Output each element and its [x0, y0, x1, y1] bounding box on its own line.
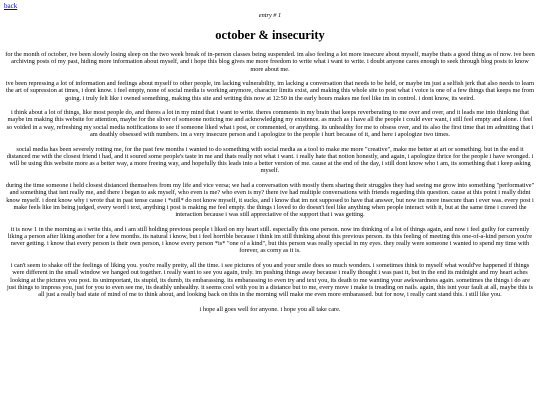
entry-paragraph-6: it is now 1 in the morning as i write this, and i am still holding previous people i liked on my heart still. especially this one person. now im thinking of a lot of things again, and now i feel guilty for currently liking a person after liking another for a few months. its natural i know, but i feel horrible because i think im still thinking about this previous person. its this feeling of meeting this one-of-a-kind person you're never getting. i know that every person is their own person, i know every person *is* "one of a kind", but this person was really special in my eyes. they really were someone i wanted to spend my time with forever, as corny as it is. [7, 225, 533, 255]
entry-paragraph-2: ive been repressing a lot of information and feelings about myself to other people, im lacking vulnerability, im lacking a conversation that needs to be held, or maybe im just a selfish jerk that also needs to learn the art of supression at times, i dont know. i feel empty, none of social media is working anymore, character limits exist, and making this whole site to post what i voice is one of a few things that keeps me from going. i truly felt like i owned something, making this site and writing this now at 12:50 in the early hours makes me feel like im in control. i dont know, its weird. [5, 80, 535, 102]
entry-paragraph-4: social media has been severely rotting me, for the past few months i wanted to do something with social media as a tool to make me more "creative", make me better at art or something. but in the end it distanced me with the closest friend i had, and it soured some people's taste in me and thats really not what i want. i really hate that notion honestly, and again, i apologize thrice for the people i have wronged. i will be using this website more as a better way, a more freeing way, and hopefully this leads into a better version of me. cause at the end of the day, i still dont know who i am, its something that i keep asking myself. [6, 145, 534, 175]
back-link[interactable]: back [4, 2, 18, 10]
entry-paragraph-1: for the month of october, ive been slowly losing sleep on the two week break of in-person classes being suspended. im also feeling a lot more insecure about myself, maybe thats a good thing as of now. ive been archiving posts of my past, hiding more information about myself, and i hope this blog gives me more freedom to write what i want to write. i doubt anyone cares enough to seek through blog posts to know more about me. [5, 51, 535, 73]
entry-number: entry # 1 [258, 12, 282, 19]
entry-paragraph-5: during the time someone i held closest distanced themselves from my life and vice versa; we had a conversation with mostly them sharing their struggles they had seeing me grow into something "performative" and something that isnt really me, and there i began to ask myself, who even is me? who even is my? there ive had multiple conversations with friends regarding this question. cause at this point i really didnt know myself. i dont know why i wrote that in past tense cause i *still* do not know myself, it sucks, and i know that im not supposed to have that answer, but now im more insecure than i ever was. every post i make feels like im being judged, every word i text, anything i post is making me feel empty. the things i loved to do doesn't feel like anything when people interact with it, but at the same time i craved the interaction because i was still appreciative of the support that i was getting. [5, 181, 535, 219]
entry-container [5, 10, 535, 320]
entry-paragraph-7: i can't seem to shake off the feelings of liking you. you're really pretty, all the time. i see pictures of you and your smile does so much wonders. i sometimes think to myself what would've happened if things were different in the small window we hanged out together. i really want to see you again, truly. im pushing things away because i really thought i was past it, but in the end its midnight and my heart aches looking at the pictures you post. its unimportant, its stupid, its dumb, its embarassing. its embarassing to even try and text you, its death to me wanting your awkwardness again. sometimes the things i do are just things to impress you, just for you to even see me, its deathly unhealthy. it seems cool with you in a distance but to me, every move i make is treading on nails. again, this isnt your fault at all, maybe this is all just a really bad state of mind of me to think about, and looking back on this in the morning will make me even more embarassed. but for now, i really cant stand this. i still like you. [7, 261, 533, 299]
entry-paragraph-8: i hope all goes well for anyone. i hope you all take care. [199, 305, 341, 313]
entry-paragraph-3: i think about a lot of things, like most people do, and theres a lot in my mind that i want to write. theres comments in my brain that keeps reverberating to me over and over, and it leads me into thinking that maybe im making this website for attention, maybe for the sliver of someone noticing me and acknowledging my existence. as much as i have all the people i could ever want, i still feel empty and alone. i feel so voided in a way, refreshing my social media notifications to see if someone liked what i post, or commented, or anything. its unhealthy for me to obsess over, and its also the first time that im admitting that i am deathly obsessed with numbers. im a very insecure person and i apologize to the people i hurt because of it, and here i apologize two times. [6, 109, 534, 139]
page-title: october & insecurity [215, 28, 325, 42]
